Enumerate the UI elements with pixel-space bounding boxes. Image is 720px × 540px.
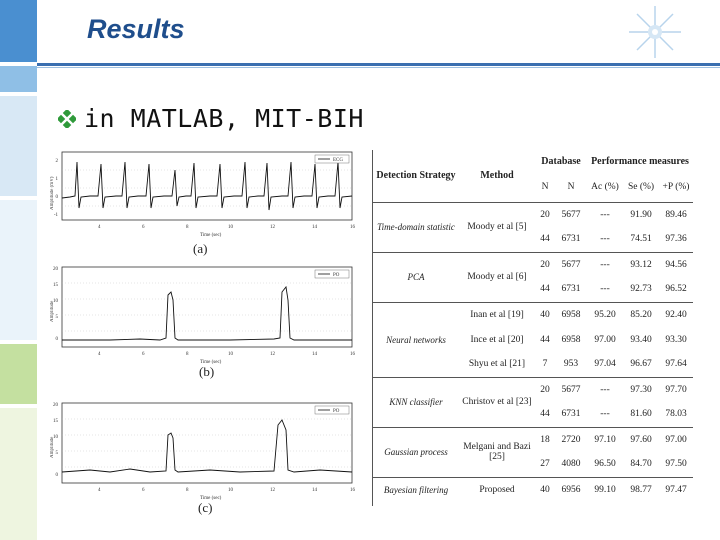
value-cell: 93.12 — [623, 252, 659, 277]
table-row — [373, 202, 693, 227]
header-detection: Detection Strategy — [376, 170, 456, 182]
y-tick: 0 — [55, 195, 58, 200]
x-tick: 6 — [142, 488, 145, 493]
y-tick: 0 — [55, 337, 58, 342]
value-cell: 44 — [540, 284, 550, 295]
value-cell: 4080 — [561, 459, 581, 470]
panel-a — [50, 152, 356, 256]
value-cell: 97.47 — [659, 477, 693, 502]
value-cell: 44 — [540, 409, 550, 420]
decorative-sidebar — [0, 0, 37, 540]
value-cell: 953 — [563, 359, 579, 370]
value-cell: 40 — [535, 477, 555, 502]
header-method: Method — [480, 170, 514, 182]
y-tick: 5 — [55, 315, 58, 320]
method-cell: Proposed — [459, 477, 535, 502]
panel-label: (a) — [193, 241, 208, 256]
diamond-bullet-icon — [58, 110, 76, 128]
y-axis-label: Amplitude — [50, 436, 55, 458]
value-cell: --- — [587, 377, 623, 402]
x-tick: 6 — [142, 352, 145, 357]
method-cell: Inan et al [19] — [459, 302, 535, 327]
value-cell: 5677 — [555, 202, 587, 227]
x-tick: 10 — [228, 225, 233, 230]
y-tick: 20 — [53, 267, 58, 272]
y-axis-label: Amplitude — [50, 300, 55, 322]
header-sub: Se (%) — [627, 181, 655, 192]
value-cell: --- — [600, 234, 610, 245]
x-tick: 10 — [228, 352, 233, 357]
slide-title: Results — [87, 14, 185, 44]
legend-label: ECG — [333, 158, 343, 163]
x-tick: 12 — [270, 488, 275, 493]
value-cell: 85.20 — [623, 302, 659, 327]
value-cell: 6958 — [561, 334, 581, 345]
x-tick: 4 — [98, 488, 101, 493]
sidebar-block — [0, 0, 37, 62]
header-sub: N — [541, 181, 549, 192]
value-cell: 97.00 — [594, 334, 616, 345]
x-tick: 8 — [186, 488, 189, 493]
method-cell: Moody et al [6] — [459, 252, 535, 302]
sidebar-block — [0, 96, 37, 196]
value-cell: --- — [587, 252, 623, 277]
x-tick: 4 — [98, 352, 101, 357]
table-row — [373, 302, 693, 327]
sun-logo-icon — [615, 2, 690, 62]
table-row — [373, 377, 693, 402]
header-performance: Performance measures — [591, 155, 689, 167]
sidebar-block — [0, 66, 37, 92]
strategy-cell: PCA — [373, 252, 459, 302]
value-cell: 20 — [535, 252, 555, 277]
value-cell: 96.67 — [630, 359, 652, 370]
header-sub: +P (%) — [662, 181, 690, 192]
y-tick: 2 — [55, 159, 58, 164]
value-cell: 84.70 — [630, 459, 652, 470]
signal-figure — [50, 150, 360, 515]
x-axis-label: Time (sec) — [200, 233, 222, 238]
value-cell: 97.50 — [665, 459, 687, 470]
value-cell: 97.00 — [659, 427, 693, 452]
x-tick: 16 — [350, 352, 355, 357]
legend-label: PO — [333, 409, 340, 414]
legend-label: PO — [333, 273, 340, 278]
method-cell: Christov et al [23] — [459, 377, 535, 427]
method-cell: Melgani and Bazi [25] — [459, 427, 535, 477]
panel-label: (c) — [198, 500, 213, 515]
value-cell: 97.30 — [623, 377, 659, 402]
sidebar-block — [0, 408, 37, 540]
y-tick: 10 — [53, 299, 58, 304]
title-rule-thin — [37, 67, 720, 68]
value-cell: 6956 — [555, 477, 587, 502]
title-rule — [37, 63, 720, 66]
x-tick: 14 — [312, 488, 317, 493]
bullet-item — [58, 104, 364, 133]
y-axis-label: Amplitude (mV) — [50, 176, 55, 210]
value-cell: 92.73 — [630, 284, 652, 295]
value-cell: 5677 — [555, 252, 587, 277]
value-cell: 81.60 — [630, 409, 652, 420]
x-tick: 4 — [98, 225, 101, 230]
x-tick: 16 — [350, 488, 355, 493]
table-row — [373, 427, 693, 452]
value-cell: 93.30 — [665, 334, 687, 345]
x-tick: 8 — [186, 225, 189, 230]
value-cell: --- — [587, 202, 623, 227]
strategy-cell: Time-domain statistic — [373, 202, 459, 252]
results-table — [373, 150, 693, 502]
value-cell: 97.60 — [623, 427, 659, 452]
panel-b — [50, 267, 356, 379]
x-tick: 16 — [350, 225, 355, 230]
method-cell: Moody et al [5] — [459, 202, 535, 252]
method-cell: Shyu et al [21] — [468, 359, 526, 370]
value-cell: 78.03 — [665, 409, 687, 420]
value-cell: 40 — [535, 302, 555, 327]
x-axis-label: Time (sec) — [200, 360, 222, 365]
x-tick: 12 — [270, 225, 275, 230]
value-cell: 44 — [540, 334, 550, 345]
y-tick: 15 — [53, 283, 58, 288]
header-database: Database — [541, 155, 581, 167]
value-cell: 93.40 — [630, 334, 652, 345]
sidebar-block — [0, 344, 37, 404]
value-cell: 99.10 — [587, 477, 623, 502]
header-sub: Ac (%) — [591, 181, 619, 192]
strategy-cell: Neural networks — [373, 302, 459, 377]
y-tick: 10 — [53, 435, 58, 440]
method-cell: Ince et al [20] — [470, 334, 524, 345]
x-tick: 12 — [270, 352, 275, 357]
y-tick: 15 — [53, 419, 58, 424]
panel-frame — [62, 152, 352, 220]
value-cell: 6958 — [555, 302, 587, 327]
x-tick: 14 — [312, 225, 317, 230]
y-tick: 1 — [55, 177, 58, 182]
value-cell: 89.46 — [659, 202, 693, 227]
value-cell: 6731 — [561, 284, 581, 295]
value-cell: 97.36 — [665, 234, 687, 245]
x-axis-label: Time (sec) — [200, 496, 222, 501]
value-cell: 6731 — [561, 234, 581, 245]
y-tick: 0 — [55, 473, 58, 478]
x-tick: 6 — [142, 225, 145, 230]
value-cell: 97.70 — [659, 377, 693, 402]
header-sub: N — [567, 181, 575, 192]
value-cell: --- — [600, 284, 610, 295]
table-body — [373, 202, 693, 502]
table-row — [373, 252, 693, 277]
value-cell: 20 — [535, 202, 555, 227]
bullet-text: in MATLAB, MIT-BIH — [84, 104, 364, 133]
value-cell: --- — [600, 409, 610, 420]
value-cell: 96.52 — [665, 284, 687, 295]
value-cell: 18 — [535, 427, 555, 452]
table-row — [373, 477, 693, 502]
value-cell: 5677 — [555, 377, 587, 402]
panel-label: (b) — [199, 364, 215, 379]
value-cell: 97.64 — [665, 359, 687, 370]
value-cell: 6731 — [561, 409, 581, 420]
value-cell: 96.50 — [594, 459, 616, 470]
y-tick: 20 — [53, 403, 58, 408]
value-cell: 97.10 — [587, 427, 623, 452]
x-tick: 14 — [312, 352, 317, 357]
value-cell: 94.56 — [659, 252, 693, 277]
y-tick: 5 — [55, 451, 58, 456]
strategy-cell: KNN classifier — [373, 377, 459, 427]
value-cell: 98.77 — [623, 477, 659, 502]
x-tick: 8 — [186, 352, 189, 357]
value-cell: 95.20 — [587, 302, 623, 327]
strategy-cell: Bayesian filtering — [373, 477, 459, 502]
value-cell: 27 — [540, 459, 550, 470]
panel-c — [50, 403, 356, 515]
value-cell: 20 — [535, 377, 555, 402]
value-cell: 2720 — [555, 427, 587, 452]
panel-frame — [62, 267, 352, 347]
value-cell: 97.04 — [594, 359, 616, 370]
sidebar-block — [0, 200, 37, 340]
value-cell: 7 — [542, 359, 548, 370]
strategy-cell: Gaussian process — [373, 427, 459, 477]
value-cell: 74.51 — [630, 234, 652, 245]
value-cell: 44 — [540, 234, 550, 245]
x-tick: 10 — [228, 488, 233, 493]
results-table-container — [372, 150, 693, 506]
value-cell: 92.40 — [659, 302, 693, 327]
value-cell: 91.90 — [623, 202, 659, 227]
y-tick: -1 — [53, 213, 58, 218]
